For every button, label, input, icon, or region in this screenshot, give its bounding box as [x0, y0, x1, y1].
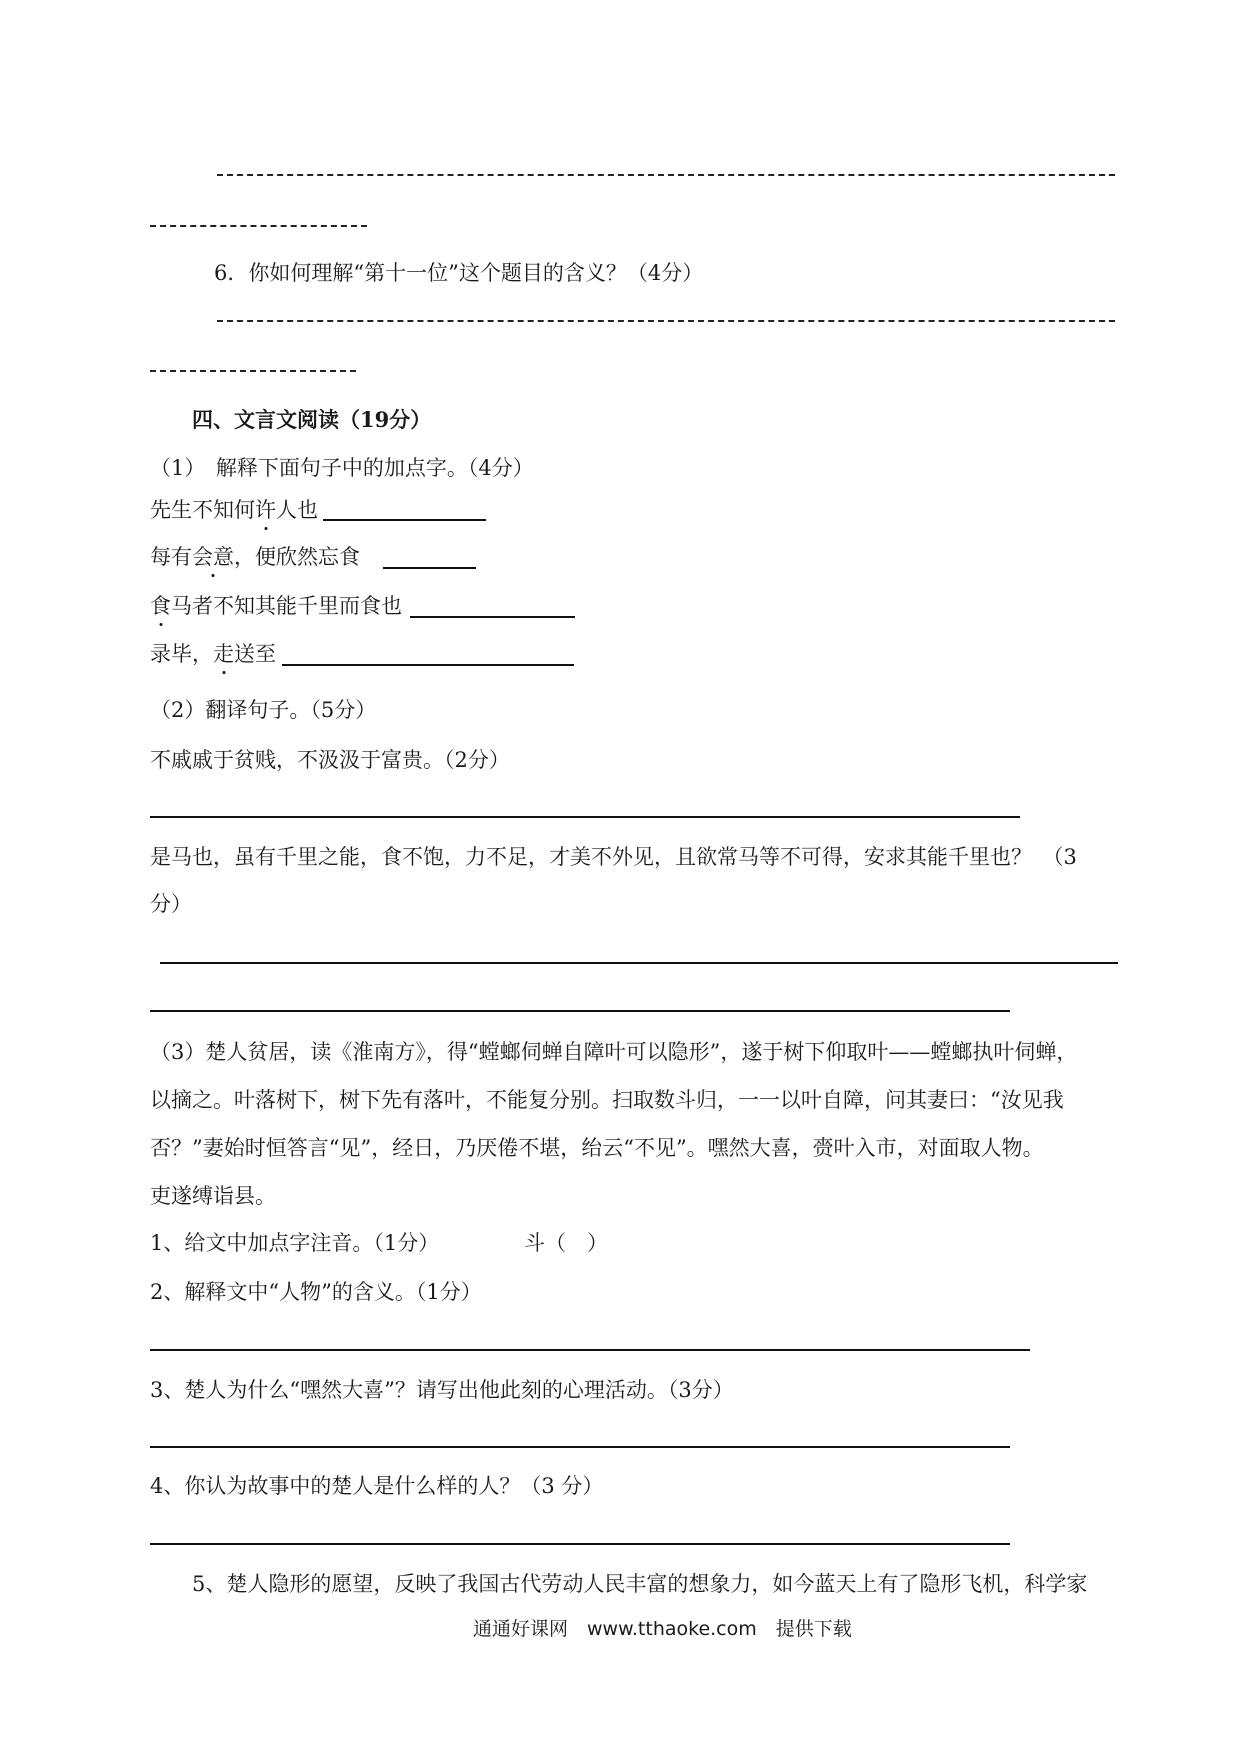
translate-sentence-1: 不戚戚于贫贱，不汲汲于富贵。（2分） [150, 748, 510, 772]
answer-line[interactable] [150, 1543, 1010, 1545]
vocab-text: 先生不知何 [150, 498, 255, 522]
translate-sentence-2: 是马也，虽有千里之能，食不饱，力不足，才美不外见，且欲常马等不可得，安求其能千里也？ （3 [150, 845, 1077, 869]
page-footer: 通通好课网 www.tthaoke.com 提供下载 [473, 1618, 852, 1640]
part1-instruction: （1） 解释下面句子中的加点字。（4分） [150, 456, 534, 480]
answer-line[interactable] [150, 1349, 1030, 1351]
answer-line[interactable] [150, 1010, 1010, 1012]
translate-sentence-2-cont: 分） [150, 892, 192, 916]
answer-dash-line [217, 320, 1115, 322]
answer-blank[interactable] [323, 519, 486, 521]
vocab-item [150, 596, 402, 617]
pinyin-blank: 斗（ ） [524, 1231, 608, 1255]
dotted-char: 食 [150, 594, 171, 618]
vocab-item [150, 500, 318, 521]
answer-line[interactable] [150, 816, 1020, 818]
part2-instruction: （2）翻译句子。（5分） [150, 698, 377, 722]
dotted-char: 会意 [192, 545, 234, 569]
vocab-text: ，便欣然忘食 [234, 545, 360, 569]
answer-dash-line [150, 370, 356, 372]
sub-question-4: 4、你认为故事中的楚人是什么样的人？（3 分） [150, 1474, 604, 1498]
passage-line: （3）楚人贫居，读《淮南方》，得“螳螂伺蝉自障叶可以隐形”，遂于树下仰取叶——螳螂执叶伺蝉， [150, 1040, 1078, 1064]
question-6: 6．你如何理解“第十一位”这个题目的含义？（4分） [214, 261, 704, 285]
vocab-item [150, 547, 360, 568]
passage-line: 吏遂缚诣县。 [150, 1184, 276, 1208]
answer-blank[interactable] [383, 567, 476, 569]
sub-question-5: 5、楚人隐形的愿望，反映了我国古代劳动人民丰富的想象力，如今蓝天上有了隐形飞机，科学家 [192, 1572, 1088, 1596]
answer-line[interactable] [150, 1446, 1010, 1448]
dotted-char: 许 [255, 498, 276, 522]
vocab-text: 人也 [276, 498, 318, 522]
sub-question-3: 3、楚人为什么“嘿然大喜”？请写出他此刻的心理活动。（3分） [150, 1378, 734, 1402]
vocab-item [150, 644, 276, 665]
vocab-text: 送至 [234, 642, 276, 666]
section-heading: 四、文言文阅读（19分） [192, 407, 432, 432]
dotted-char: 走 [213, 642, 234, 666]
sub-question-2: 2、解释文中“人物”的含义。（1分） [150, 1280, 482, 1304]
answer-blank[interactable] [282, 664, 574, 666]
passage-line: 以摘之。叶落树下，树下先有落叶，不能复分别。扫取数斗归，一一以叶自障，问其妻曰：“汝见我 [150, 1088, 1064, 1112]
passage-line: 否？”妻始时恒答言“见”，经日，乃厌倦不堪，绐云“不见”。嘿然大喜，赍叶入市，对面取人物。 [150, 1136, 1044, 1160]
vocab-text: 马者不知其能千里而食也 [171, 594, 402, 618]
vocab-text: 每有 [150, 545, 192, 569]
answer-dash-line [217, 174, 1115, 176]
answer-line[interactable] [160, 962, 1118, 964]
answer-dash-line [150, 225, 367, 227]
vocab-text: 录毕， [150, 642, 213, 666]
answer-blank[interactable] [410, 616, 575, 618]
sub-question-1: 1、给文中加点字注音。（1分） [150, 1231, 440, 1255]
